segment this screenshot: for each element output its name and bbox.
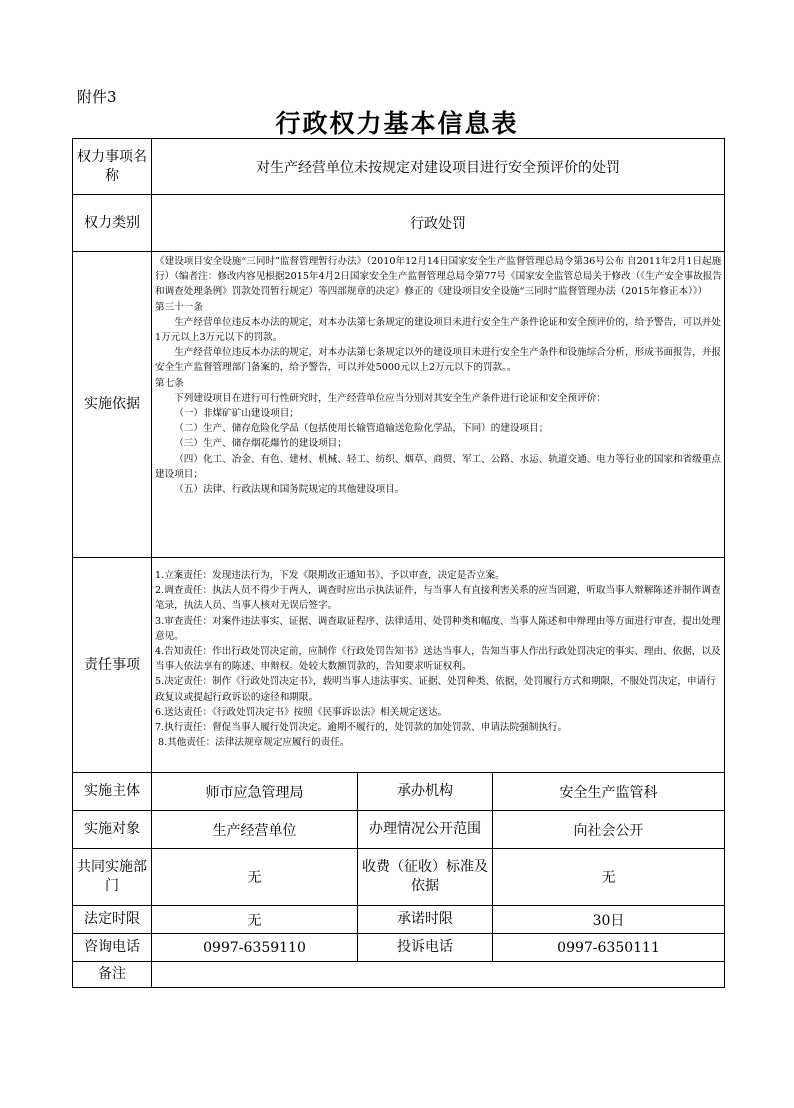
subject-value: 师市应急管理局 bbox=[152, 773, 358, 811]
consult-phone-value: 0997-6359110 bbox=[152, 934, 358, 962]
basis-text bbox=[152, 252, 725, 558]
item-name-value: 对生产经营单位未按规定对建设项目进行安全预评价的处罚 bbox=[152, 139, 725, 195]
basis-line: （二）生产、储存危险化学品（包括使用长输管道输送危险化学品，下同）的建设项目； bbox=[174, 423, 549, 435]
target-value: 生产经营单位 bbox=[152, 811, 358, 849]
responsibility-line: 2.调查责任：执法人员不得少于两人，调查时应出示执法证件，与当事人有直接利害关系的应当回避，听取当事人辩解陈述并制作调查笔录，执法人员、当事人核对无误后签字。 bbox=[155, 585, 721, 612]
basis-line: 第七条 bbox=[155, 377, 184, 389]
remarks-value bbox=[152, 962, 725, 988]
row-responsibility bbox=[73, 558, 725, 773]
remarks-label: 备注 bbox=[73, 962, 152, 988]
complaint-phone-label: 投诉电话 bbox=[358, 934, 493, 962]
consult-phone-label: 咨询电话 bbox=[73, 934, 152, 962]
responsibility-label: 责任事项 bbox=[73, 558, 152, 773]
basis-line: （三）生产、储存烟花爆竹的建设项目； bbox=[174, 438, 347, 450]
target-label: 实施对象 bbox=[73, 811, 152, 849]
fee-value: 无 bbox=[493, 849, 725, 906]
category-value: 行政处罚 bbox=[152, 195, 725, 252]
basis-line: （五）法律、行政法规和国务院规定的其他建设项目。 bbox=[174, 484, 405, 496]
responsibility-text bbox=[152, 558, 725, 773]
fee-label: 收费（征收）标准及依据 bbox=[358, 849, 493, 906]
basis-line: 生产经营单位违反本办法的规定，对本办法第七条规定的建设项目未进行安全生产条件论证和安全预评价的，给予警告，可以并处1万元以上3万元以下的罚款。 bbox=[155, 316, 722, 344]
basis-line: 生产经营单位违反本办法的规定，对本办法第七条规定以外的建设项目未进行安全生产条件和设施综合分析，形成书面报告，并报安全生产监督管理部门备案的，给予警告，可以并处5000元以上2万元以下的罚款。。 bbox=[155, 347, 722, 374]
basis-line: 下列建设项目在进行可行性研究时，生产经营单位应当分别对其安全生产条件进行论证和安全预评价： bbox=[174, 392, 606, 404]
row-time-limit bbox=[73, 906, 725, 934]
item-name-label: 权力事项名称 bbox=[73, 139, 152, 195]
responsibility-line: 3.审查责任：对案件违法事实、证据、调查取证程序、法律适用、处罚种类和幅度、当事人陈述和申辩理由等方面进行审查，提出处理意见。 bbox=[155, 615, 721, 642]
joint-dept-value: 无 bbox=[152, 849, 358, 906]
annex-label: 附件3 bbox=[77, 88, 117, 106]
responsibility-line: 5.决定责任：制作《行政处罚决定书》，载明当事人违法事实、证据、处罚种类、依据，处罚履行方式和期限，不服处罚决定，申请行政复议或提起行政诉讼的途径和期限。 bbox=[155, 676, 716, 703]
responsibility-line: 7.执行责任：督促当事人履行处罚决定。逾期不履行的，处罚款的加处罚款、申请法院强制执行。 bbox=[155, 722, 568, 734]
info-table bbox=[72, 138, 725, 988]
disclosure-value: 向社会公开 bbox=[493, 811, 725, 849]
responsibility-line: 4.告知责任：作出行政处罚决定前，应制作《行政处罚告知书》送达当事人，告知当事人作出行政处罚决定的事实、理由、依据，以及当事人依法享有的陈述、申辩权。处较大数额罚款的，告知要求听证权利。 bbox=[155, 646, 721, 673]
category-label: 权力类别 bbox=[73, 195, 152, 252]
row-subject bbox=[73, 773, 725, 811]
promise-limit-value: 30日 bbox=[493, 906, 725, 934]
row-phones bbox=[73, 934, 725, 962]
basis-line: 第三十一条 bbox=[155, 301, 203, 313]
handling-org-value: 安全生产监管科 bbox=[493, 773, 725, 811]
row-joint bbox=[73, 849, 725, 906]
responsibility-line: 6.送达责任：《行政处罚决定书》按照《民事诉讼法》相关规定送达。 bbox=[155, 706, 448, 718]
promise-limit-label: 承诺时限 bbox=[358, 906, 493, 934]
row-target bbox=[73, 811, 725, 849]
page-title: 行政权力基本信息表 bbox=[275, 109, 519, 138]
responsibility-line: 8.其他责任：法律法规章规定应履行的责任。 bbox=[155, 737, 350, 749]
responsibility-line: 1.立案责任：发现违法行为，下发《限期改正通知书》、予以审查，决定是否立案。 bbox=[155, 570, 505, 581]
row-basis bbox=[73, 252, 725, 558]
basis-line: 《建设项目安全设施“三同时”监督管理暂行办法》（2010年12月14日国家安全生产监督管理总局令第36号公布 自2011年2月1日起施行）（编者注：修改内容见根据2015年4月2日国家安全生产监督管理总局令第77号《国家安全监管总局关于修改（《生产安全事故报告和调查处理条例》罚款处罚暂行规定）等四部规章的决定》修正的《建设项目安全设施“三同时”监督管理办法（2015年修正本）》） bbox=[155, 256, 722, 298]
basis-line: （四）化工、冶金、有色、建材、机械、轻工、纺织、烟草、商贸、军工、公路、水运、轨道交通、电力等行业的国家和省级重点建设项目； bbox=[155, 453, 722, 480]
disclosure-label: 办理情况公开范围 bbox=[358, 811, 493, 849]
handling-org-label: 承办机构 bbox=[358, 773, 493, 811]
basis-line: （一）非煤矿矿山建设项目； bbox=[174, 408, 299, 420]
legal-limit-label: 法定时限 bbox=[73, 906, 152, 934]
joint-dept-label: 共同实施部门 bbox=[73, 849, 152, 906]
row-category bbox=[73, 195, 725, 252]
row-remarks bbox=[73, 962, 725, 988]
basis-label: 实施依据 bbox=[73, 252, 152, 558]
subject-label: 实施主体 bbox=[73, 773, 152, 811]
complaint-phone-value: 0997-6350111 bbox=[493, 934, 725, 962]
legal-limit-value: 无 bbox=[152, 906, 358, 934]
row-item-name bbox=[73, 139, 725, 195]
